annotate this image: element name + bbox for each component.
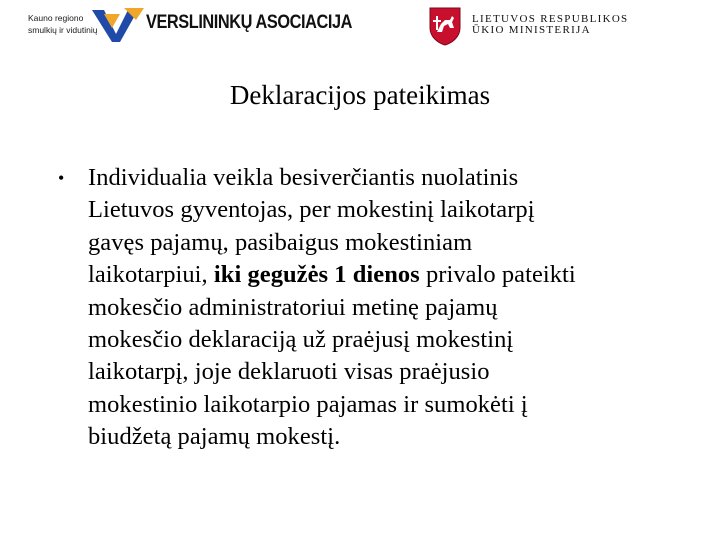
paragraph-text: laikotarpiui, [88, 261, 214, 289]
ministry-name [472, 14, 628, 36]
association-small-line: smulkių ir vidutinių [28, 25, 98, 35]
ministry-name-line: LIETUVOS RESPUBLIKOS [472, 13, 629, 25]
paragraph-line [88, 389, 658, 421]
paragraph-line [88, 194, 658, 226]
paragraph-text: biudžetą pajamų mokestį. [88, 423, 341, 451]
paragraph-text: gavęs pajamų, pasibaigus mokestiniam [88, 228, 473, 256]
paragraph-text: mokesčio deklaraciją už praėjusį mokestinį [88, 326, 514, 354]
association-small-line: Kauno regiono [28, 13, 84, 23]
paragraph-text: mokesčio administratoriui metinę pajamų [88, 293, 498, 321]
bullet-list [58, 162, 658, 454]
paragraph-line [88, 259, 658, 291]
ministry-name-line: ŪKIO MINISTERIJA [472, 24, 591, 36]
association-emblem-icon [90, 4, 148, 44]
paragraph-line [88, 324, 658, 356]
association-logo [24, 4, 353, 44]
slide-title: Deklaracijos pateikimas [229, 80, 491, 110]
paragraph-line [88, 421, 658, 453]
ministry-logo [428, 6, 718, 46]
paragraph-line [88, 292, 658, 324]
slide-header [0, 0, 720, 50]
bullet-icon: • [58, 168, 65, 188]
emphasized-text: iki gegužės 1 dienos [213, 261, 420, 289]
bullet-item [58, 162, 658, 454]
paragraph-text: Lietuvos gyventojas, per mokestinį laikotarpį [88, 196, 535, 224]
coat-of-arms-icon [428, 6, 462, 46]
paragraph-text: privalo pateikti [419, 261, 576, 289]
paragraph-line [88, 227, 658, 259]
paragraph-line [88, 356, 658, 388]
paragraph-line [88, 162, 658, 194]
association-name: VERSLININKŲ ASOCIACIJA [146, 12, 353, 33]
bullet-paragraph [88, 162, 658, 454]
paragraph-text: Individualia veikla besiverčiantis nuolatinis [88, 164, 519, 191]
paragraph-text: mokestinio laikotarpio pajamas ir sumokėti į [88, 390, 528, 418]
paragraph-text: laikotarpį, joje deklaruoti visas praėjusio [88, 358, 490, 386]
